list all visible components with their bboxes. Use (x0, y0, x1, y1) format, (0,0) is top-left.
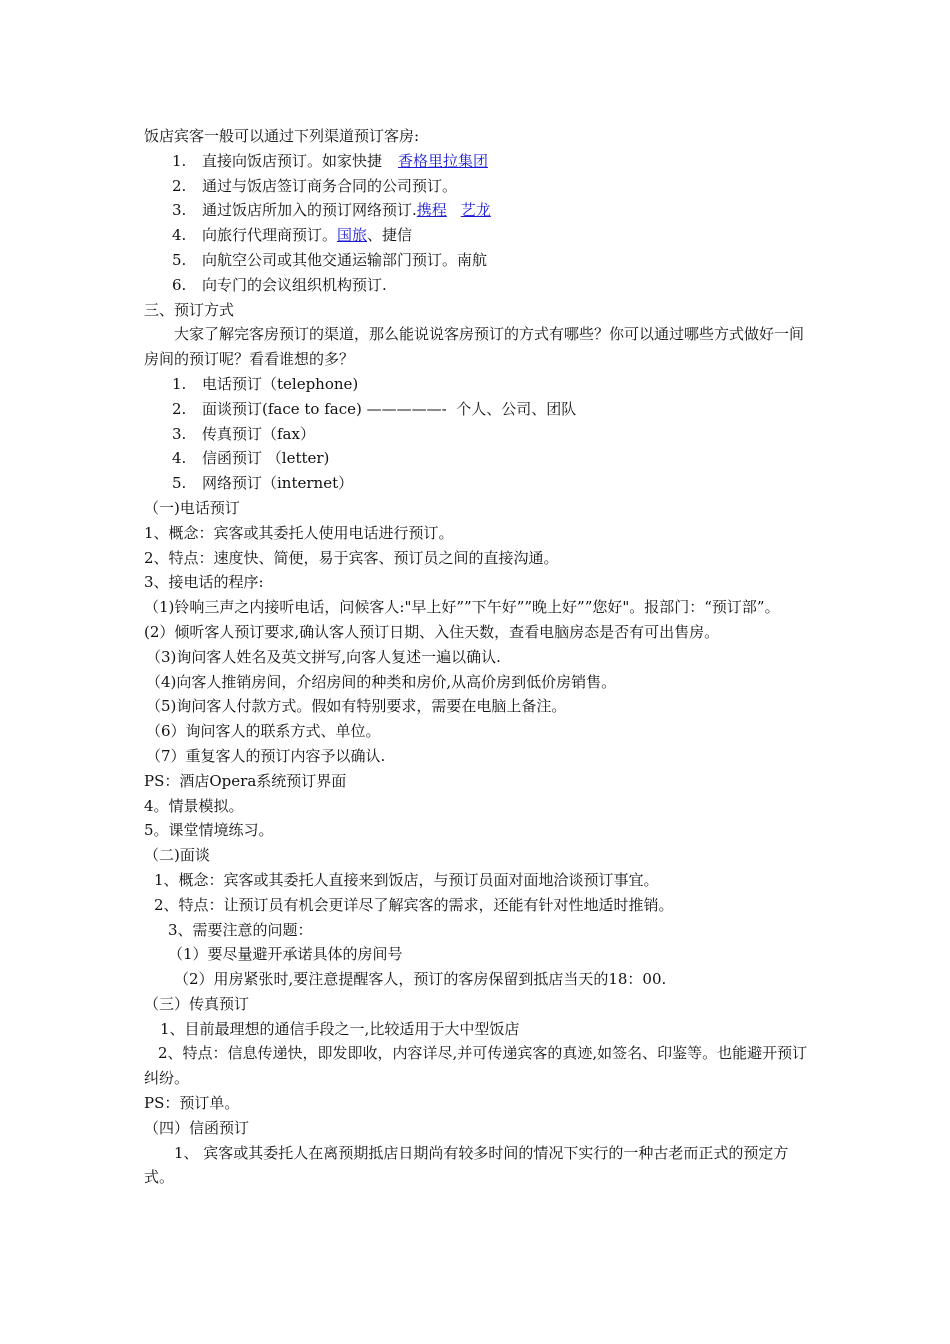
list-text-after: 、捷信 (367, 226, 413, 245)
text-line: （5)询问客人付款方式。假如有特别要求，需要在电脑上备注。 (146, 697, 567, 716)
list-item (144, 422, 814, 447)
list-item (144, 248, 814, 273)
link-ctrip[interactable]: 携程 (416, 201, 447, 220)
list-text: 电话预订（telephone) (202, 374, 359, 393)
list-text: 通过饭店所加入的预订网络预订. (202, 201, 417, 220)
list-text: 通过与饭店签订商务合同的公司预订。 (202, 176, 458, 195)
list-number: 2. (172, 176, 187, 195)
link-elong[interactable]: 艺龙 (460, 201, 491, 220)
list-item (144, 223, 814, 248)
text-line: （2）用房紧张时,要注意提醒客人，预订的客房保留到抵店当天的18：00. (174, 970, 667, 989)
list-item (144, 174, 814, 199)
text-line: PS：酒店Opera系统预订界面 (144, 771, 347, 790)
list-item (144, 273, 814, 298)
list-text: 信函预订 （letter) (202, 449, 330, 468)
text-line: (2）倾听客人预订要求,确认客人预订日期、入住天数，查看电脑房态是否有可出售房。 (144, 622, 720, 641)
list-text: 向航空公司或其他交通运输部门预订。南航 (202, 250, 488, 269)
text-paragraph: （1)铃响三声之内接听电话，问候客人:"早上好””下午好””晚上好””您好"。报部门：“预订部”。 (144, 598, 780, 617)
list-item (144, 471, 814, 496)
list-number: 5. (172, 250, 187, 269)
text-line: 1、目前最理想的通信手段之一,比较适用于大中型饭店 (160, 1019, 520, 1038)
text-line: 3、接电话的程序: (144, 573, 264, 592)
list-number: 2. (172, 399, 187, 418)
link-cits[interactable]: 国旅 (337, 226, 368, 245)
list-number: 6. (172, 275, 187, 294)
text-line: 1、概念：宾客或其委托人使用电话进行预订。 (144, 523, 454, 542)
list-text: 向专门的会议组织机构预订. (202, 275, 387, 294)
subsection-heading: （二)面谈 (144, 846, 210, 865)
list-text: 面谈预订(face to face) —————- 个人、公司、团队 (202, 399, 577, 418)
list-text: 传真预订（fax） (202, 424, 315, 443)
text-line: （4)向客人推销房间，介绍房间的种类和房价,从高价房到低价房销售。 (146, 672, 617, 691)
list-item (144, 446, 814, 471)
text-line: PS：预订单。 (144, 1094, 240, 1113)
list-text: 向旅行代理商预订。 (202, 226, 338, 245)
text-line: 2、特点：让预订员有机会更详尽了解宾客的需求，还能有针对性地适时推销。 (154, 895, 674, 914)
document-body (144, 124, 814, 1190)
text-line: 5。课堂情境练习。 (144, 821, 274, 840)
section-paragraph: 大家了解完客房预订的渠道，那么能说说客房预订的方式有哪些？你可以通过哪些方式做好一间房间的预订呢？看看谁想的多？ (144, 325, 805, 369)
text-line: 4。情景模拟。 (144, 796, 244, 815)
list-number: 5. (172, 474, 187, 493)
list-number: 4. (172, 226, 187, 245)
list-item (144, 198, 814, 223)
list-item (144, 397, 814, 422)
link-shangri-la[interactable]: 香格里拉集团 (398, 151, 489, 170)
list-text: 网络预订（internet） (202, 474, 354, 493)
intro-text: 饭店宾客一般可以通过下列渠道预订客房: (144, 127, 420, 145)
section-heading: 三、预订方式 (144, 300, 235, 319)
list-item (144, 149, 814, 174)
text-line: （6）询问客人的联系方式、单位。 (146, 722, 381, 741)
list-number: 1. (172, 374, 187, 393)
text-line: （7）重复客人的预订内容予以确认. (146, 746, 386, 765)
text-paragraph: 2、特点：信息传递快，即发即收，内容详尽,并可传递宾客的真迹,如签名、印鉴等。也能避开预订纠纷。 (144, 1044, 808, 1088)
text-line: 2、特点：速度快、简便，易于宾客、预订员之间的直接沟通。 (144, 548, 559, 567)
list-number: 3. (172, 201, 187, 220)
list-item (144, 372, 814, 397)
subsection-heading: （三）传真预订 (144, 994, 250, 1013)
list-number: 4. (172, 449, 187, 468)
text-line: （3)询问客人姓名及英文拼写,向客人复述一遍以确认. (146, 647, 501, 666)
text-line: 3、需要注意的问题： (168, 920, 313, 939)
subsection-heading: （一)电话预订 (144, 498, 240, 517)
text-paragraph: 1、 宾客或其委托人在离预期抵店日期尚有较多时间的情况下实行的一种古老而正式的预定方式。 (144, 1143, 789, 1187)
list-number: 1. (172, 151, 187, 170)
list-number: 3. (172, 424, 187, 443)
subsection-heading: （四）信函预订 (144, 1118, 250, 1137)
list-text: 直接向饭店预订。如家快捷 (202, 151, 383, 170)
text-line: （1）要尽量避开承诺具体的房间号 (168, 945, 403, 964)
text-line: 1、概念：宾客或其委托人直接来到饭店，与预订员面对面地洽谈预订事宜。 (154, 870, 659, 889)
